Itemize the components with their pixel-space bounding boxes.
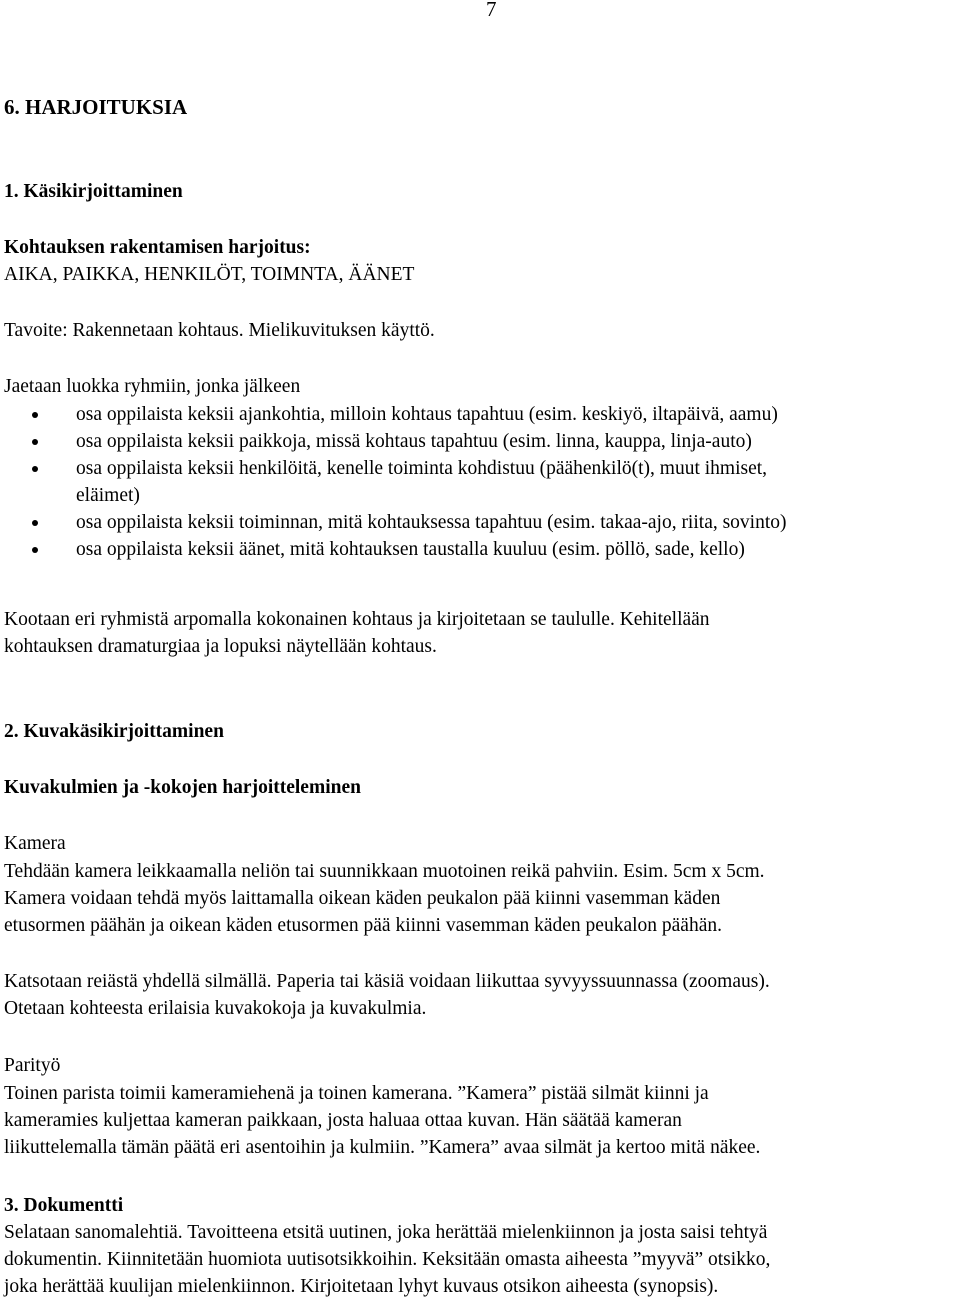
list-item: osa oppilaista keksii henkilöitä, kenelle toiminta kohdistuu (päähenkilö(t), muut ihmiset, eläimet)	[4, 455, 956, 509]
section-1-elements: AIKA, PAIKKA, HENKILÖT, TOIMNTA, ÄÄNET	[4, 264, 415, 285]
page-number: 7	[486, 0, 497, 21]
section-1-subtitle: Kohtauksen rakentamisen harjoitus:	[4, 237, 311, 258]
bullet-icon	[32, 412, 38, 418]
section-1-title: 1. Käsikirjoittaminen	[4, 181, 183, 202]
camera-text: Tehdään kamera leikkaamalla neliön tai suunnikkaan muotoinen reikä pahviin. Esim. 5cm x 5cm. Kamera voidaan tehdä myös laittamalla oikean käden peukalon pää kiinni vasemman käden etusormen päähän ja oikean käden etusormen pää kiinni vasemman käden peukalon päähän.	[4, 861, 765, 936]
bullet-icon	[32, 547, 38, 553]
group-task-list	[4, 401, 956, 563]
camera-heading: Kamera	[4, 833, 66, 854]
list-item: osa oppilaista keksii toiminnan, mitä kohtauksessa tapahtuu (esim. takaa-ajo, riita, sovinto)	[4, 509, 956, 536]
pair-heading: Parityö	[4, 1055, 61, 1076]
section-2-subtitle: Kuvakulmien ja -kokojen harjoitteleminen	[4, 777, 361, 798]
list-item: osa oppilaista keksii ajankohtia, milloin kohtaus tapahtuu (esim. keskiyö, iltapäivä, aamu)	[4, 401, 956, 428]
section-1-outro: Kootaan eri ryhmistä arpomalla kokonainen kohtaus ja kirjoitetaan se taululle. Kehitellään kohtauksen dramaturgiaa ja lopuksi näytellään kohtaus.	[4, 609, 710, 657]
pair-text: Toinen parista toimii kameramiehenä ja toinen kamerana. ”Kamera” pistää silmät kiinni ja kameramies kuljettaa kameran paikkaan, josta haluaa ottaa kuvan. Hän säätää kameran liikuttelemalla tämän päätä eri asentoihin ja kulmiin. ”Kamera” avaa silmät ja kertoo mitä näkee.	[4, 1083, 761, 1158]
section-2-title: 2. Kuvakäsikirjoittaminen	[4, 721, 224, 742]
section-1-intro: Jaetaan luokka ryhmiin, jonka jälkeen	[4, 376, 301, 397]
list-item: osa oppilaista keksii paikkoja, missä kohtaus tapahtuu (esim. linna, kauppa, linja-auto)	[4, 428, 956, 455]
look-text: Katsotaan reiästä yhdellä silmällä. Paperia tai käsiä voidaan liikuttaa syvyyssuunnassa (zoomaus). Otetaan kohteesta erilaisia kuvakokoja ja kuvakulmia.	[4, 971, 770, 1019]
section-3-title: 3. Dokumentti	[4, 1195, 124, 1216]
section-1-goal: Tavoite: Rakennetaan kohtaus. Mielikuvituksen käyttö.	[4, 320, 435, 341]
bullet-icon	[32, 439, 38, 445]
bullet-icon	[32, 466, 38, 472]
list-item: osa oppilaista keksii äänet, mitä kohtauksen taustalla kuuluu (esim. pöllö, sade, kello)	[4, 536, 956, 563]
chapter-title: 6. HARJOITUKSIA	[4, 95, 188, 119]
section-3-text: Selataan sanomalehtiä. Tavoitteena etsitä uutinen, joka herättää mielenkiinnon ja josta saisi tehtyä dokumentin. Kiinnitetään huomiota uutisotsikkoihin. Keksitään omasta aiheesta ”myyvä” otsikko, joka herättää kuulijan mielenkiinnon. Kirjoitetaan lyhyt kuvaus otsikon aiheesta (synopsis).	[4, 1222, 771, 1297]
bullet-icon	[32, 520, 38, 526]
